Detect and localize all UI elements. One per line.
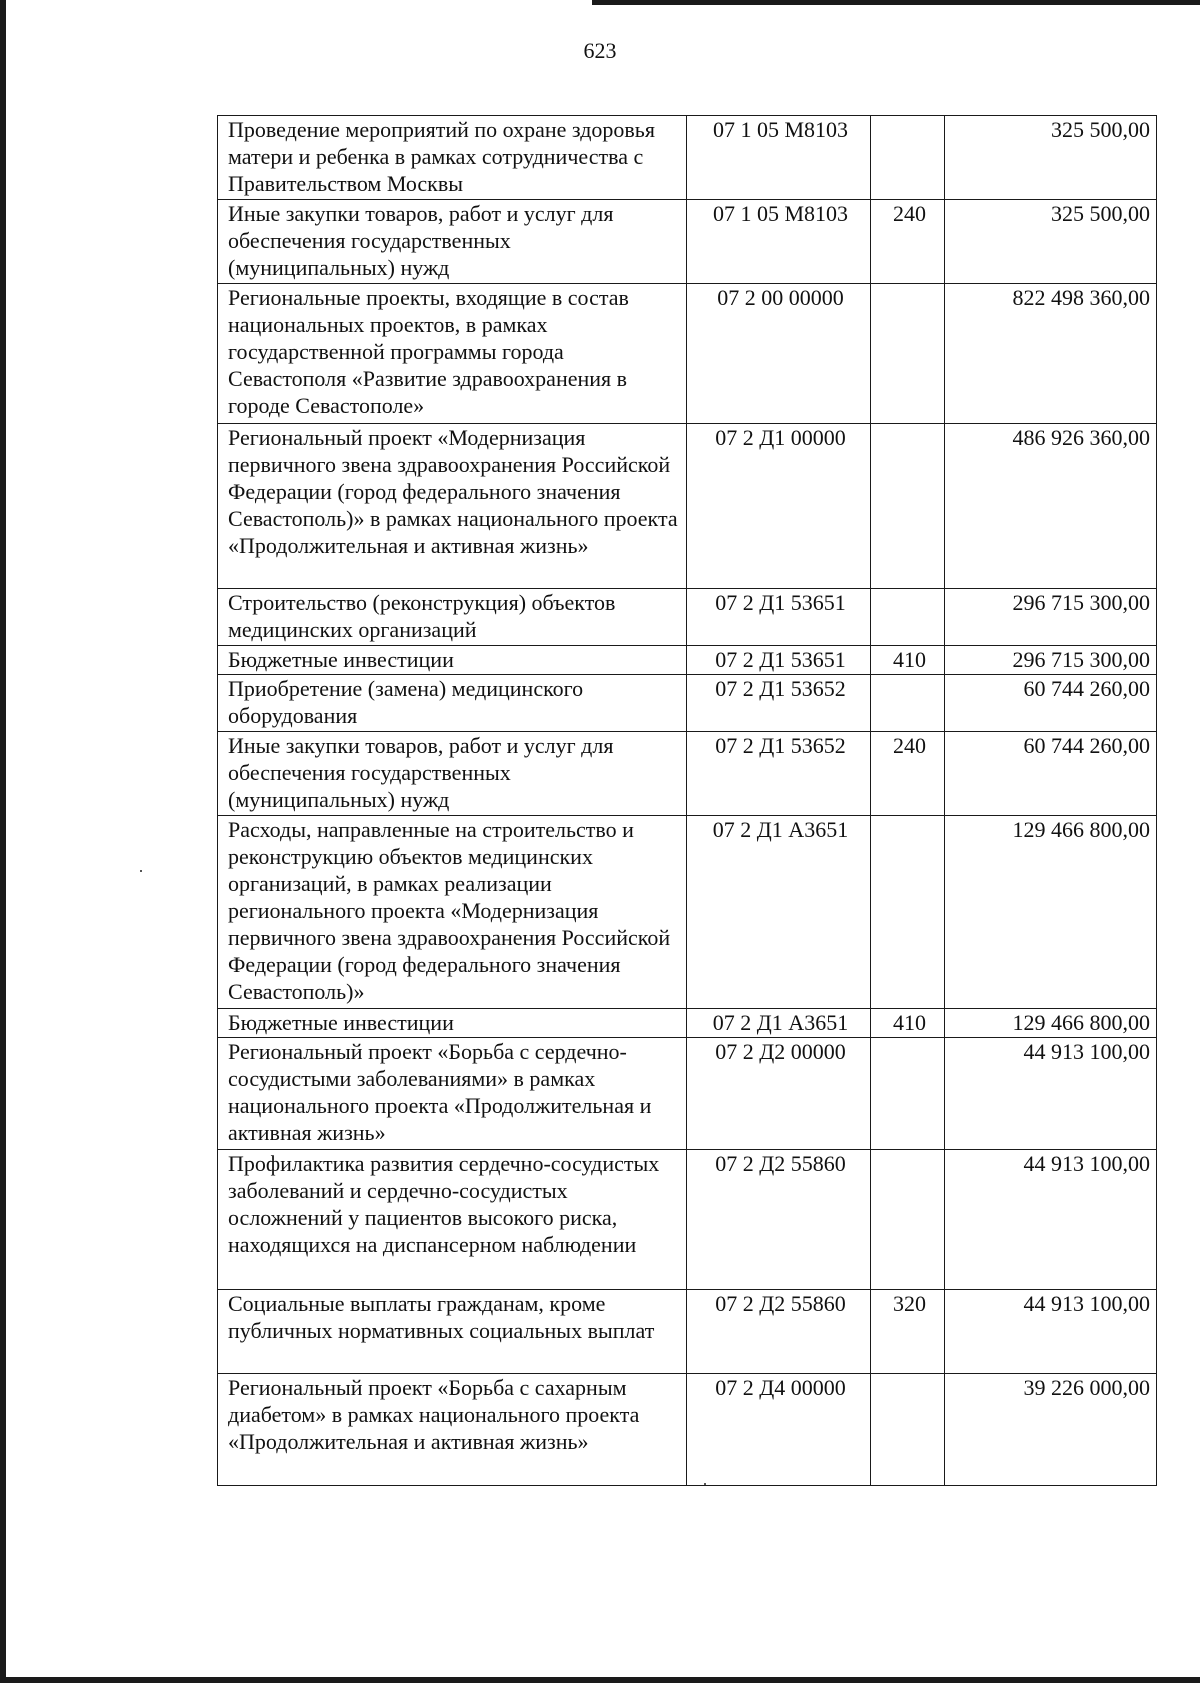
scan-speck: [140, 870, 142, 872]
row-sum-cell: 296 715 300,00: [945, 589, 1157, 646]
table-row: [218, 424, 1157, 589]
scan-border-top: [592, 0, 1200, 5]
table-row: [218, 1290, 1157, 1374]
table-row: [218, 732, 1157, 816]
row-sum-cell: 60 744 260,00: [945, 675, 1157, 732]
row-code-cell: 07 1 05 M8103: [687, 116, 871, 200]
row-type-cell: [871, 589, 945, 646]
scan-border-bottom: [0, 1677, 1200, 1683]
row-sum-cell: 44 913 100,00: [945, 1150, 1157, 1290]
row-name-cell: Иные закупки товаров, работ и услуг для обеспечения государственных (муниципальных) нужд: [218, 200, 687, 284]
row-type-cell: [871, 1374, 945, 1486]
row-name-cell: Бюджетные инвестиции: [218, 1009, 687, 1038]
row-code-cell: 07 2 Д1 53651: [687, 589, 871, 646]
table-row: [218, 1009, 1157, 1038]
row-name-cell: Строительство (реконструкция) объектов медицинских организаций: [218, 589, 687, 646]
row-sum-cell: 129 466 800,00: [945, 816, 1157, 1009]
row-code-cell: 07 2 00 00000: [687, 284, 871, 424]
row-code-cell: 07 2 Д2 55860: [687, 1290, 871, 1374]
row-type-cell: 240: [871, 200, 945, 284]
row-type-cell: [871, 284, 945, 424]
row-name-cell: Иные закупки товаров, работ и услуг для обеспечения государственных (муниципальных) нужд: [218, 732, 687, 816]
row-name-cell: Региональный проект «Борьба с сахарным диабетом» в рамках национального проекта «Продолжительная и активная жизнь»: [218, 1374, 687, 1486]
row-code-cell: 07 2 Д1 53652: [687, 675, 871, 732]
budget-table: [217, 115, 1157, 1486]
row-name-cell: Расходы, направленные на строительство и реконструкцию объектов медицинских организаций, в рамках реализации регионального проекта «Модернизация первичного звена здравоохранения Российской Федерации (город федерального значения Севастополь)»: [218, 816, 687, 1009]
row-code-cell: 07 2 Д4 00000: [687, 1374, 871, 1486]
row-type-cell: [871, 675, 945, 732]
table-row: [218, 284, 1157, 424]
row-name-cell: Региональный проект «Борьба с сердечно-сосудистыми заболеваниями» в рамках национального проекта «Продолжительная и активная жизнь»: [218, 1038, 687, 1150]
table-row: [218, 200, 1157, 284]
row-code-cell: 07 2 Д2 00000: [687, 1038, 871, 1150]
row-type-cell: [871, 816, 945, 1009]
row-code-cell: 07 2 Д1 00000: [687, 424, 871, 589]
row-sum-cell: 325 500,00: [945, 200, 1157, 284]
row-name-cell: Проведение мероприятий по охране здоровья матери и ребенка в рамках сотрудничества с Правительством Москвы: [218, 116, 687, 200]
row-code-cell: 07 2 Д1 A3651: [687, 1009, 871, 1038]
table-row: [218, 816, 1157, 1009]
row-sum-cell: 129 466 800,00: [945, 1009, 1157, 1038]
scan-border-left: [0, 0, 6, 1683]
row-sum-cell: 486 926 360,00: [945, 424, 1157, 589]
row-sum-cell: 822 498 360,00: [945, 284, 1157, 424]
row-name-cell: Региональный проект «Модернизация первичного звена здравоохранения Российской Федерации (город федерального значения Севастополь)» в рамках национального проекта «Продолжительная и активная жизнь»: [218, 424, 687, 589]
row-type-cell: 320: [871, 1290, 945, 1374]
budget-table-body: [218, 116, 1157, 1486]
table-row: [218, 646, 1157, 675]
row-type-cell: [871, 1150, 945, 1290]
row-code-cell: 07 2 Д1 A3651: [687, 816, 871, 1009]
row-sum-cell: 60 744 260,00: [945, 732, 1157, 816]
row-name-cell: Профилактика развития сердечно-сосудистых заболеваний и сердечно-сосудистых осложнений у пациентов высокого риска, находящихся на диспансерном наблюдении: [218, 1150, 687, 1290]
table-row: [218, 675, 1157, 732]
row-name-cell: Приобретение (замена) медицинского оборудования: [218, 675, 687, 732]
row-sum-cell: 39 226 000,00: [945, 1374, 1157, 1486]
row-name-cell: Бюджетные инвестиции: [218, 646, 687, 675]
row-type-cell: 240: [871, 732, 945, 816]
row-code-cell: 07 2 Д1 53652: [687, 732, 871, 816]
row-sum-cell: 296 715 300,00: [945, 646, 1157, 675]
row-name-cell: Региональные проекты, входящие в состав национальных проектов, в рамках государственной программы города Севастополя «Развитие здравоохранения в городе Севастополе»: [218, 284, 687, 424]
row-type-cell: [871, 424, 945, 589]
row-sum-cell: 44 913 100,00: [945, 1038, 1157, 1150]
table-row: [218, 1150, 1157, 1290]
row-name-cell: Социальные выплаты гражданам, кроме публичных нормативных социальных выплат: [218, 1290, 687, 1374]
row-sum-cell: 325 500,00: [945, 116, 1157, 200]
page-number: 623: [583, 38, 617, 63]
table-row: [218, 1038, 1157, 1150]
row-code-cell: 07 2 Д2 55860: [687, 1150, 871, 1290]
row-code-cell: 07 1 05 M8103: [687, 200, 871, 284]
table-row: [218, 589, 1157, 646]
table-row: [218, 1374, 1157, 1486]
table-row: [218, 116, 1157, 200]
row-type-cell: [871, 1038, 945, 1150]
row-type-cell: 410: [871, 646, 945, 675]
row-type-cell: 410: [871, 1009, 945, 1038]
row-type-cell: [871, 116, 945, 200]
row-sum-cell: 44 913 100,00: [945, 1290, 1157, 1374]
row-code-cell: 07 2 Д1 53651: [687, 646, 871, 675]
